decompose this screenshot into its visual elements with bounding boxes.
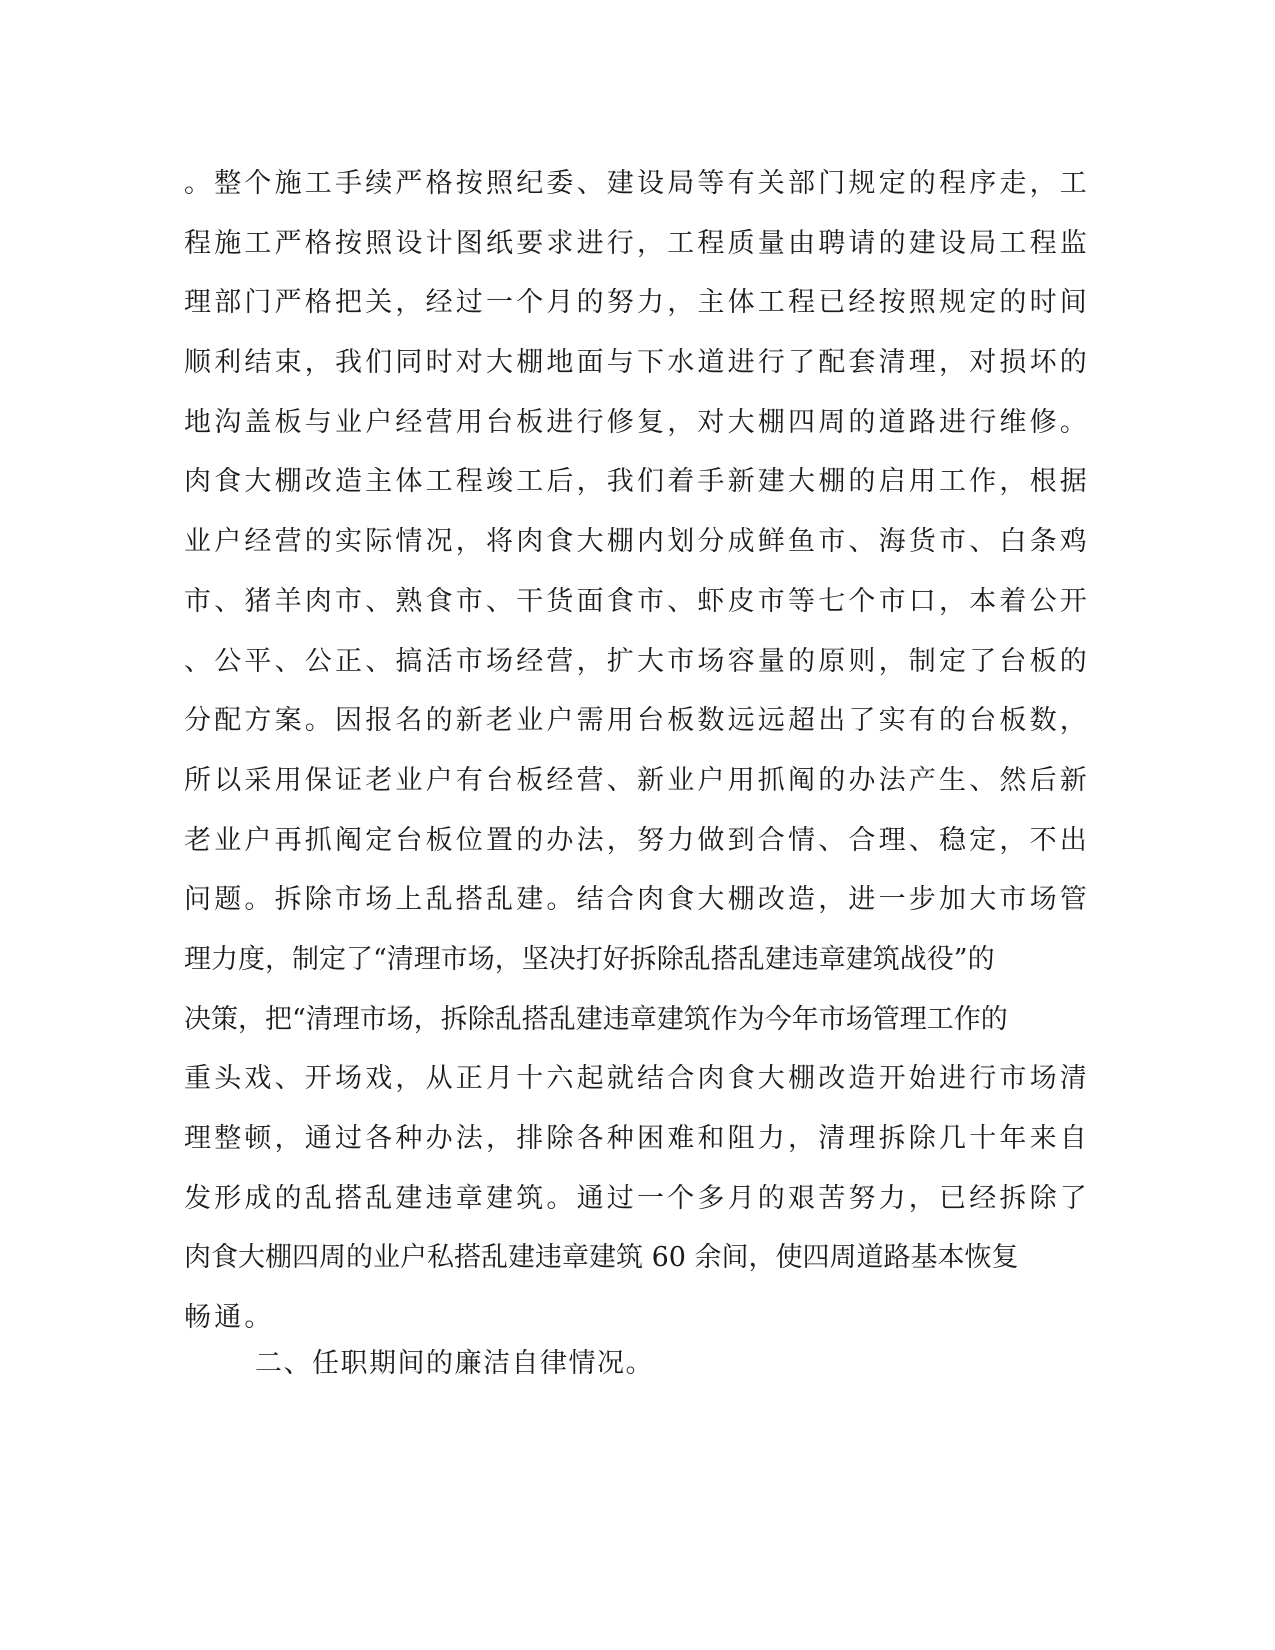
paragraph-line: 老业户再抓阄定台板位置的办法，努力做到合情、合理、稳定，不出 bbox=[184, 824, 1090, 856]
body-paragraph bbox=[184, 162, 1090, 1356]
paragraph-line: 畅通。 bbox=[184, 1302, 275, 1334]
paragraph-line: 重头戏、开场戏，从正月十六起就结合肉食大棚改造开始进行市场清 bbox=[184, 1063, 1090, 1095]
paragraph-line: 所以采用保证老业户有台板经营、新业户用抓阄的办法产生、然后新 bbox=[184, 764, 1090, 796]
paragraph-line: 业户经营的实际情况，将肉食大棚内划分成鲜鱼市、海货市、白条鸡 bbox=[184, 526, 1090, 558]
paragraph-line: 分配方案。因报名的新老业户需用台板数远远超出了实有的台板数， bbox=[184, 705, 1090, 737]
paragraph-line: 。整个施工手续严格按照纪委、建设局等有关部门规定的程序走，工 bbox=[184, 168, 1090, 199]
paragraph-line: 理力度，制定了“清理市场，坚决打好拆除乱搭乱建违章建筑战役”的 bbox=[184, 943, 995, 975]
paragraph-line: 肉食大棚四周的业户私搭乱建违章建筑 60 余间，使四周道路基本恢复 bbox=[184, 1242, 1019, 1274]
paragraph-line: 发形成的乱搭乱建违章建筑。通过一个多月的艰苦努力，已经拆除了 bbox=[184, 1182, 1090, 1214]
paragraph-line: 理部门严格把关，经过一个月的努力，主体工程已经按照规定的时间 bbox=[184, 287, 1090, 319]
section-heading: 二、任职期间的廉洁自律情况。 bbox=[255, 1348, 654, 1379]
paragraph-line: 问题。拆除市场上乱搭乱建。结合肉食大棚改造，进一步加大市场管 bbox=[184, 884, 1090, 916]
paragraph-line: 程施工严格按照设计图纸要求进行，工程质量由聘请的建设局工程监 bbox=[184, 227, 1090, 259]
paragraph-line: 顺利结束，我们同时对大棚地面与下水道进行了配套清理，对损坏的 bbox=[184, 347, 1090, 379]
paragraph-line: 肉食大棚改造主体工程竣工后，我们着手新建大棚的启用工作，根据 bbox=[184, 466, 1090, 498]
paragraph-line: 、公平、公正、搞活市场经营，扩大市场容量的原则，制定了台板的 bbox=[184, 645, 1090, 677]
paragraph-line: 地沟盖板与业户经营用台板进行修复，对大棚四周的道路进行维修。 bbox=[184, 406, 1090, 438]
paragraph-line: 决策，把“清理市场，拆除乱搭乱建违章建筑作为今年市场管理工作的 bbox=[184, 1003, 1008, 1035]
paragraph-line: 市、猪羊肉市、熟食市、干货面食市、虾皮市等七个市口，本着公开 bbox=[184, 585, 1090, 617]
paragraph-line: 理整顿，通过各种办法，排除各种困难和阻力，清理拆除几十年来自 bbox=[184, 1123, 1090, 1154]
